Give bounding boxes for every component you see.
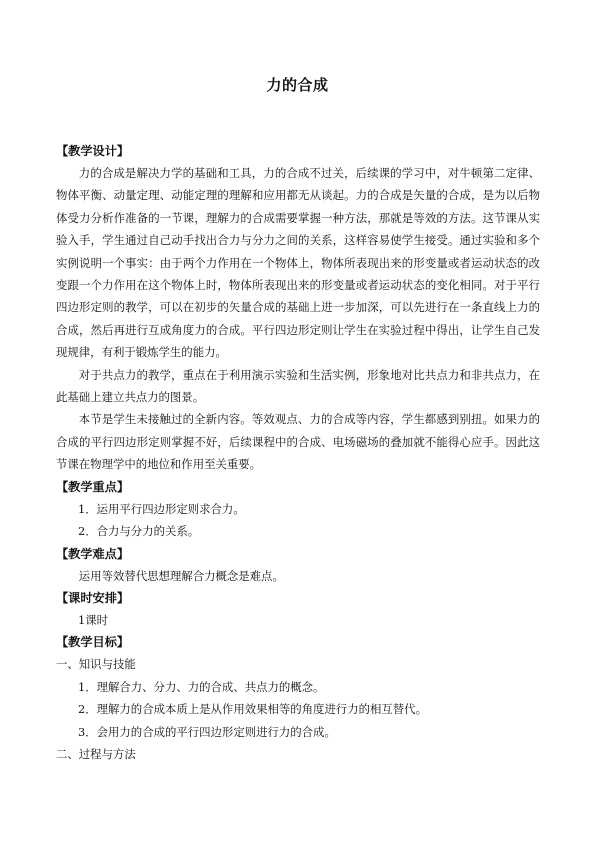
schedule-text: 1课时 [78,612,109,627]
page-title: 力的合成 [266,76,329,94]
objective-item: 3．会用力的合成的平行四边形定则进行力的合成。 [78,724,336,739]
key-point-item: 2．合力与分力的关系。 [78,524,200,539]
objective-section-knowledge: 一、知识与技能 [56,657,136,672]
heading-teaching-design: 【教学设计】 [56,144,130,158]
heading-key-points: 【教学重点】 [56,479,130,494]
heading-difficulty: 【教学难点】 [56,546,130,561]
design-paragraph-2: 对于共点力的教学，重点在于利用演示实验和生活实例，形象地对比共点力和非共点力，在此基础上建立共点力的图景。 [56,367,540,405]
heading-schedule: 【课时安排】 [56,590,130,605]
document-body [56,140,540,765]
heading-objectives: 【教学目标】 [56,635,130,650]
difficulty-text: 运用等效替代思想理解合力概念是难点。 [78,568,284,583]
objective-section-process: 二、过程与方法 [56,746,136,761]
objective-item: 1．理解合力、分力、力的合成、共点力的概念。 [78,679,325,694]
design-paragraph-3: 本节是学生未接触过的全新内容。等效观点、力的合成等内容，学生都感到别扭。如果力的合成的平行四边形定则掌握不好，后续课程中的合成、电场磁场的叠加就不能得心应手。因此这节课在物理学中的地位和作用至关重要。 [56,412,540,472]
design-paragraph-1: 力的合成是解决力学的基础和工具，力的合成不过关，后续课的学习中，对牛顿第二定律、物体平衡、动量定理、动能定理的理解和应用都无从谈起。力的合成是矢量的合成，是为以后物体受力分析作准备的一节课，理解力的合成需要掌握一种方法，那就是等效的方法。这节课从实验入手，学生通过自己动手找出合力与分力之间的关系，这样容易使学生接受。通过实验和多个实例说明一个事实：由于两个力作用在一个物体上，物体所表现出来的形变量或者运动状态的改变跟一个力作用在这个物体上时，物体所表现出来的形变量或者运动状态的变化相同。对于平行四边形定则的教学，可以在初步的矢量合成的基础上进一步加深，可以先进行在一条直线上力的合成，然后再进行互成角度力的合成。平行四边形定则让学生在实验过程中得出，让学生自己发现规律，有利于锻炼学生的能力。 [56,166,540,360]
objective-item: 2．理解力的合成本质上是从作用效果相等的角度进行力的相互替代。 [78,702,427,717]
key-point-item: 1．运用平行四边形定则求合力。 [78,501,245,516]
